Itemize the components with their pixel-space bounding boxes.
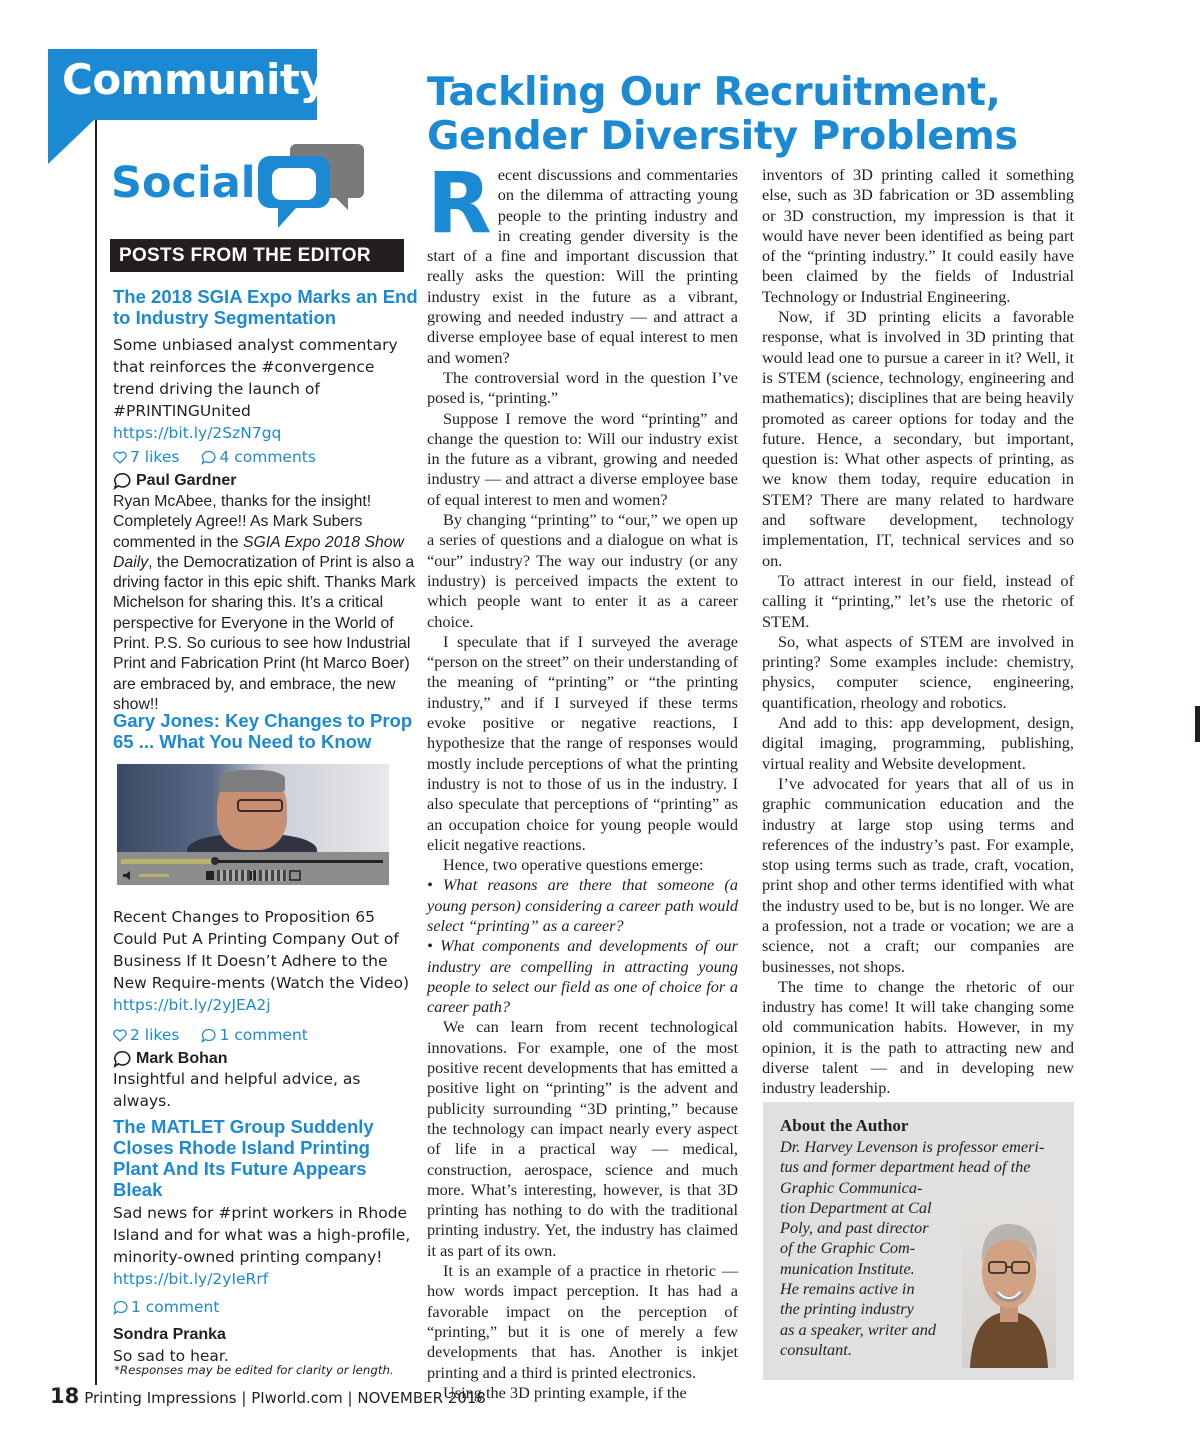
likes-count: 7 likes (130, 448, 180, 466)
comments[interactable] (201, 448, 316, 466)
bio-line: Dr. Harvey Levenson is professor emeri- (780, 1137, 1045, 1156)
comment-icon (201, 1028, 216, 1043)
paragraph: Now, if 3D printing elicits a favorable response, what is involved in 3D printing that would lead one to pursue a career in it? Well, it is STEM (science, technology, engineering and mathematics); disciplines that are being heavily promoted as career options for today and the future. Hence, a secondary, but important, question is: What other aspects of printing, as we know them today, require education in STEM? There are many related to hardware and software development, technology implementation, IT, technical services and so on. (762, 307, 1074, 570)
bio-line: tus and former department head of the (780, 1157, 1031, 1177)
video-scrubber[interactable] (211, 857, 219, 865)
heart-icon (113, 451, 127, 464)
bio-line: Graphic Communica- (780, 1177, 923, 1197)
post-title[interactable]: The MATLET Group Suddenly Closes Rhode Island Printing Plant And Its Future Appears Bleak (113, 1116, 374, 1200)
post-link[interactable]: https://bit.ly/2SzN7gq (113, 424, 282, 442)
fullscreen-icon[interactable] (289, 870, 301, 881)
page-edge-mark (1195, 706, 1200, 742)
post-link[interactable]: https://bit.ly/2yJEA2j (113, 996, 271, 1014)
article-column-2 (762, 165, 1074, 1099)
post-2-details (113, 906, 418, 1112)
comment-icon (113, 1050, 131, 1068)
paragraph: ecent discussions and commentaries on the dilemma of attracting young people to the printing industry and in creating gender diversity is the start of a fine and important discussion that really asks the question: Will the printing industry exist in the future as a vibrant, growing and needed industry — and attract a diverse employee base of equal interest to men and women? (427, 165, 738, 367)
article-title (427, 70, 1077, 158)
title-line: Tackling Our Recruitment, (427, 69, 1001, 115)
about-author-title: About the Author (780, 1116, 909, 1135)
bio-line: consultant. (780, 1339, 852, 1359)
heart-icon (113, 1029, 127, 1042)
footnote: *Responses may be edited for clarity or length. (114, 1363, 394, 1377)
bio-line: the printing industry (780, 1299, 914, 1319)
paragraph: It is an example of a practice in rhetoric — how words impact perception. It has had a favorable impact on the perception of “printing,” but it is one of merely a few developments that has. Another is inkjet printing and a third is printed electronics. (427, 1261, 738, 1382)
paragraph: By changing “printing” to “our,” we open up a series of questions and a dialogue on what is “our” industry? The way our industry (or any industry) is perceived impacts the extent to which people want to enter it as a career choice. (427, 510, 738, 631)
drop-cap: R (427, 154, 492, 252)
section-title: Community (62, 55, 327, 104)
post-2 (113, 710, 418, 752)
author-name: Paul Gardner (136, 472, 237, 489)
social-title: Social (111, 158, 256, 208)
footer-text: Printing Impressions | PIworld.com | NOVEMBER 2018 (84, 1389, 486, 1407)
page-number: 18 (50, 1384, 80, 1408)
bio-line: Poly, and past director (780, 1218, 929, 1238)
author-name: Sondra Pranka (113, 1326, 226, 1343)
posts-header: POSTS FROM THE EDITOR (110, 239, 404, 272)
comments-count: 1 comment (131, 1298, 220, 1316)
comment-text: , the Democratization of Print is also a driving factor in this epic shift. Thanks Mark Michelson for sharing this. It’s a critical perspective for Everyone in the World of Print. P.S. So curious to see how Industrial Print and Fabrication Print (ht Marco Boer) are embraced by, and embrace, the new show!! (113, 553, 416, 713)
comments[interactable] (201, 1026, 307, 1044)
video-person (219, 770, 285, 792)
paragraph: Using the 3D printing example, if the (443, 1382, 687, 1402)
comment-body (113, 492, 418, 715)
paragraph: And add to this: app development, design, digital imaging, programming, publishing, virtual reality and Website development. (762, 713, 1074, 773)
comment-body: So sad to hear. (113, 1347, 229, 1365)
bio-line: tion Department at Cal (780, 1197, 932, 1217)
paragraph: I speculate that if I surveyed the average “person on the street” on their understanding of the meaning of “printing” or “the printing industry,” and if I surveyed if these terms evoke positive or negative reactions, I hypothesize that the range of responses would mostly include perceptions of what the printing industry is not to those of us in the industry. I also speculate that perceptions of “printing” as an occupation choice for young people would elicit negative reactions. (427, 631, 738, 854)
bullet-question: • What reasons are there that someone (a young person) considering a career path would select “printing” as a career? (427, 875, 738, 935)
paragraph: So, what aspects of STEM are involved in printing? Some examples include: chemistry, physics, computer science, engineering, quantification, rheology and robotics. (762, 631, 1074, 712)
comments-count: 4 comments (219, 448, 316, 466)
paragraph: To attract interest in our field, instead of calling it “printing,” let’s use the rhetoric of STEM. (762, 570, 1074, 631)
post-body: Recent Changes to Proposition 65 Could Put A Printing Company Out of Business If It Doesn’t Adhere to the New Require-ments (Watch the Video) (113, 908, 410, 992)
video-progress-fill (121, 859, 215, 864)
paragraph: I’ve advocated for years that all of us in graphic communication education and the industry at large stop using terms and references of the industry’s past. For example, stop using terms such as trade, craft, vocation, print shop and other terms identified with what the industry used to be, but is no longer. We are a profession, not a trade or vocation; we are a science, not a craft; our companies are businesses, not shops. (762, 773, 1074, 976)
bullet-question: • What components and developments of our industry are compelling in attracting young people to select our field as one of choice for a career path? (427, 936, 738, 1017)
volume-slider[interactable] (139, 874, 169, 877)
author-name: Mark Bohan (136, 1050, 228, 1067)
bio-line: of the Graphic Com- (780, 1238, 916, 1258)
comment-icon (113, 1300, 128, 1315)
paragraph: The controversial word in the question I’ve posed is, “printing.” (427, 367, 738, 408)
paragraph: We can learn from recent technological innovations. For example, one of the most positive recent developments that has emitted a positive light on “printing” is the advent and publicity surrounding “3D printing,” because the technology can impact nearly every aspect of life in a practical way — medical, construction, aerospace, science and much more. What’s interesting, however, is that 3D printing has nothing to do with the traditional printing industry. Yet, the industry has claimed it as part of its own. (427, 1017, 738, 1260)
post-1 (113, 286, 418, 715)
comment-icon (113, 472, 131, 490)
comment-author (113, 1050, 418, 1068)
paragraph: Hence, two operative questions emerge: (443, 855, 704, 875)
likes-count: 2 likes (130, 1026, 180, 1044)
comments-count: 1 comment (219, 1026, 308, 1044)
tab-tail (48, 120, 94, 164)
comment-text: Ryan McAbee, thanks for the insight! Completely Agree!! As Mark Subers commented in the (113, 493, 372, 551)
post-meta (113, 1298, 418, 1316)
author-portrait (962, 1194, 1056, 1368)
comment-icon (201, 450, 216, 465)
post-meta (113, 448, 418, 466)
author-photo (962, 1194, 1056, 1368)
paragraph: Suppose I remove the word “printing” and change the question to: Will our industry exist in the future as a vibrant, growing and needed industry — and attract a diverse employee base of equal interest to men and women? (427, 408, 738, 509)
post-body: Some unbiased analyst commentary that reinforces the #convergence trend driving the launch of #PRINTINGUnited (113, 336, 398, 420)
play-icon[interactable] (205, 870, 215, 881)
comments[interactable] (113, 1298, 219, 1316)
bio-line: He remains active in (780, 1279, 915, 1299)
video-player[interactable] (117, 764, 389, 885)
title-line: Gender Diversity Problems (427, 113, 1018, 159)
comment-author (113, 1326, 418, 1344)
paragraph: The time to change the rhetoric of our industry has come! It will take changing some old communication habits. However, in my opinion, it is the path to attracting new and diverse talent — and in developing new industry leadership. (762, 976, 1074, 1098)
video-buffer (259, 870, 287, 881)
post-link[interactable]: https://bit.ly/2yIeRrf (113, 1270, 269, 1288)
post-body: Sad news for #print workers in Rhode Island and for what was a high-profile, minority-owned printing company! (113, 1204, 411, 1266)
comment-author (113, 472, 418, 490)
video-person (237, 799, 283, 812)
likes[interactable] (113, 1026, 179, 1044)
post-meta (113, 1026, 418, 1044)
bio-line: munication Institute. (780, 1258, 915, 1278)
likes[interactable] (113, 448, 179, 466)
page-footer (50, 1384, 486, 1408)
speech-bubbles-icon (256, 142, 366, 232)
bio-line: as a speaker, writer and (780, 1319, 937, 1339)
pause-icon[interactable] (248, 870, 258, 881)
comment-publication: SGIA Expo 2018 Show Daily (113, 533, 404, 571)
paragraph: inventors of 3D printing called it something else, such as 3D fabrication or 3D assembling or 3D construction, my impression is that it would have never been identified as being part of the “printing industry.” It could easily have been claimed by the fields of Industrial Technology or Industrial Engineering. (762, 165, 1074, 306)
post-title[interactable]: The 2018 SGIA Expo Marks an End to Industry Segmentation (113, 286, 418, 328)
post-3 (113, 1116, 418, 1367)
post-title[interactable]: Gary Jones: Key Changes to Prop 65 ... What You Need to Know (113, 710, 413, 752)
article-column-1 (427, 154, 738, 1403)
sidebar-rule (95, 120, 97, 1385)
volume-icon[interactable] (122, 870, 136, 881)
comment-body: Insightful and helpful advice, as always. (113, 1070, 361, 1110)
